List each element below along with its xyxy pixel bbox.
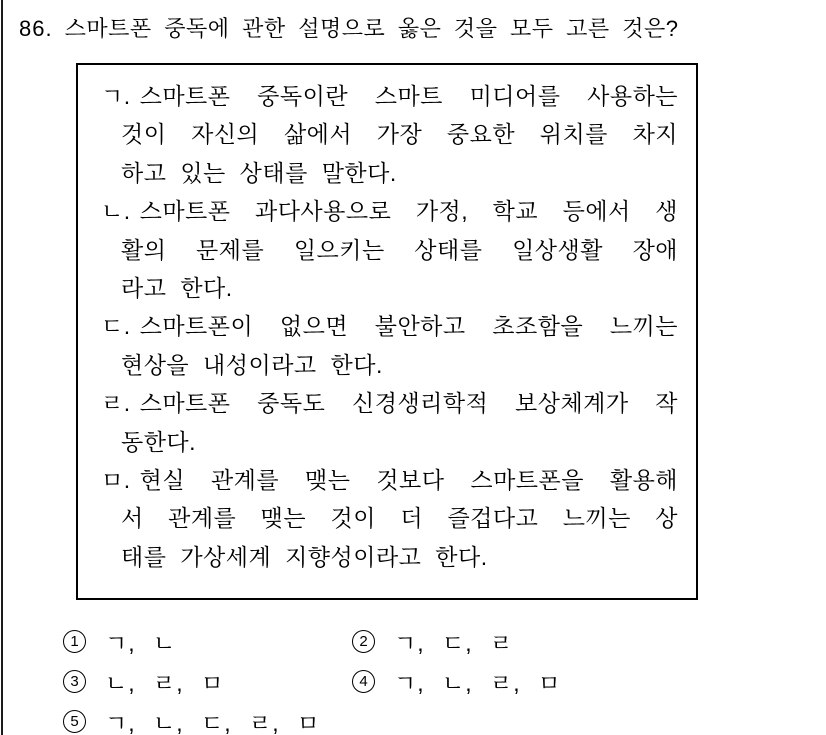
choice-text: ㄴ, ㄹ, ㅁ (105, 669, 225, 696)
question-number: 86. (19, 16, 53, 41)
statement-item-g (78, 77, 678, 192)
statement-text: 스마트폰 중독도 신경생리학적 보상체계가 작 (139, 390, 678, 417)
statement-line (78, 192, 678, 230)
statement-line: 라고 한다. (121, 275, 233, 302)
statement-line: 동한다. (121, 428, 197, 455)
answer-choices (63, 621, 826, 735)
choice-text: ㄱ, ㄷ, ㄹ (394, 629, 514, 656)
statement-line (78, 77, 678, 115)
choice-number-badge: 5 (63, 710, 86, 733)
statement-line: 하고 있는 상태를 말한다. (121, 159, 397, 186)
choice-text: ㄱ, ㄴ (105, 629, 177, 656)
statement-text: 현실 관계를 맺는 것보다 스마트폰을 활용해 (139, 467, 678, 494)
statement-line: 현상을 내성이라고 한다. (121, 351, 383, 378)
statement-line (78, 384, 678, 422)
statement-text: 스마트폰 과다사용으로 가정, 학교 등에서 생 (139, 198, 678, 225)
statement-marker: ㄷ. (101, 313, 131, 340)
choice-text: ㄱ, ㄴ, ㄷ, ㄹ, ㅁ (105, 709, 321, 735)
choice-number-badge: 4 (352, 670, 375, 693)
choice-row (63, 661, 826, 701)
choice-row (63, 701, 826, 735)
question (0, 0, 826, 45)
choice-text: ㄱ, ㄴ, ㄹ, ㅁ (394, 669, 562, 696)
statement-item-n (78, 192, 678, 307)
statement-marker: ㅁ. (101, 467, 131, 494)
choice-4[interactable] (352, 665, 641, 698)
statement-item-r (78, 384, 678, 461)
statement-text: 스마트폰 중독이란 스마트 미디어를 사용하는 (139, 83, 678, 109)
statement-marker: ㄴ. (101, 198, 131, 225)
statement-line: 활의 문제를 일으키는 상태를 일상생활 장애 (121, 236, 678, 263)
statement-line: 것이 자신의 삶에서 가장 중요한 위치를 차지 (121, 121, 678, 148)
statement-marker: ㄹ. (101, 390, 131, 417)
statement-item-d (78, 307, 678, 384)
choice-number-badge: 2 (352, 630, 375, 653)
choice-1[interactable] (63, 625, 352, 658)
choice-number-badge: 3 (63, 670, 86, 693)
statement-marker: ㄱ. (101, 83, 131, 109)
choice-2[interactable] (352, 625, 641, 658)
statement-line (78, 307, 678, 345)
column-divider-rule (1, 0, 3, 735)
question-text: 스마트폰 중독에 관한 설명으로 옳은 것을 모두 고른 것은? (64, 16, 679, 41)
choice-5[interactable] (63, 705, 320, 735)
choice-number-badge: 1 (63, 630, 86, 653)
statement-text: 스마트폰이 없으면 불안하고 초조함을 느끼는 (139, 313, 678, 340)
statement-line: 서 관계를 맺는 것이 더 즐겁다고 느끼는 상 (121, 505, 678, 532)
choice-row (63, 621, 826, 661)
statement-line (78, 461, 678, 499)
statement-line: 태를 가상세계 지향성이라고 한다. (121, 543, 488, 570)
choice-3[interactable] (63, 665, 352, 698)
statements-box (76, 63, 698, 600)
statement-item-m (78, 461, 678, 576)
